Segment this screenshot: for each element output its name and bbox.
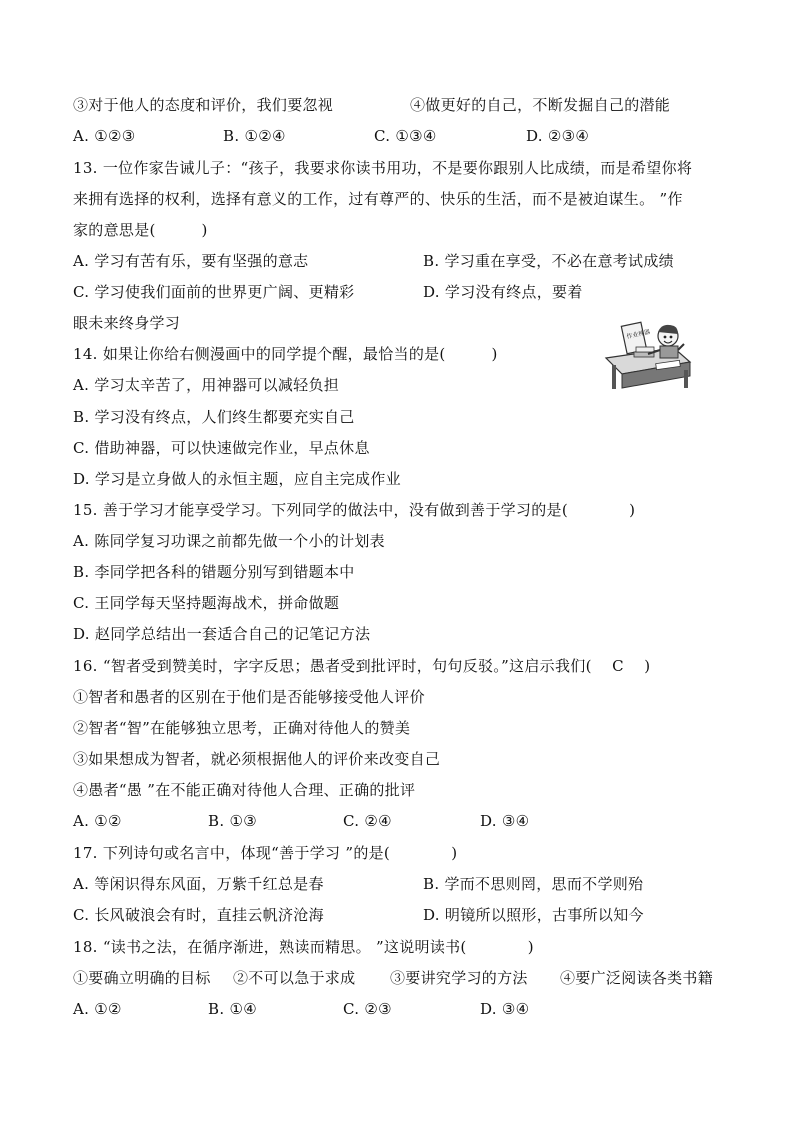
q15-stem: 15. 善于学习才能享受学习。下列同学的做法中，没有做到善于学习的是( ) (73, 501, 636, 519)
option-d: D. ③④ (480, 812, 530, 830)
option-d: D. ③④ (480, 1000, 530, 1018)
option-a: A. ①② (73, 1000, 122, 1018)
q17-options-ab (73, 871, 734, 897)
q15-option-a: A. 陈同学复习功课之前都先做一个小的计划表 (73, 532, 385, 550)
option-c: C. ②④ (343, 812, 392, 830)
q15-option-c: C. 王同学每天坚持题海战术，拼命做题 (73, 594, 340, 612)
option-b: B. ①②④ (223, 127, 286, 145)
q16-statement-3: ③如果想成为智者，就必须根据他人的评价来改变自己 (73, 750, 441, 768)
q13-options-cd (73, 279, 734, 305)
statement-1: ①要确立明确的目标 (73, 969, 211, 987)
option-a: A. 等闲识得东风面，万紫千红总是春 (73, 875, 324, 893)
q16-statement-2: ②智者“智”在能够独立思考，正确对待他人的赞美 (73, 719, 411, 737)
q14-option-c: C. 借助神器，可以快速做完作业，早点休息 (73, 439, 370, 457)
q12-statements-row (73, 92, 734, 118)
q12-options-row (73, 123, 734, 149)
q14-option-b: B. 学习没有终点，人们终生都要充实自己 (73, 408, 355, 426)
option-b: B. ①③ (208, 812, 257, 830)
option-d: D. 明镜所以照形，古事所以知今 (423, 906, 644, 924)
statement-4: ④要广泛阅读各类书籍 (560, 969, 714, 987)
statement-4: ④做更好的自己，不断发掘自己的潜能 (410, 96, 671, 114)
option-c: C. ②③ (343, 1000, 392, 1018)
option-a: A. ①② (73, 812, 122, 830)
q14-option-a: A. 学习太辛苦了，用神器可以减轻负担 (73, 376, 340, 394)
q18-stem: 18. “读书之法，在循序渐进，熟读而精思。 ”这说明读书( ) (73, 938, 534, 956)
q16-options-row (73, 808, 734, 834)
q17-options-cd (73, 902, 734, 928)
option-b: B. 学而不思则罔，思而不学则殆 (423, 875, 644, 893)
student-with-homework-gadget-cartoon-icon (604, 318, 692, 390)
statement-2: ②不可以急于求成 (233, 969, 356, 987)
q15-option-b: B. 李同学把各科的错题分别写到错题本中 (73, 563, 355, 581)
option-a: A. 学习有苦有乐，要有坚强的意志 (73, 252, 309, 270)
option-c: C. 长风破浪会有时，直挂云帆济沧海 (73, 906, 324, 924)
q13-options-ab (73, 248, 734, 274)
q16-statement-4: ④愚者“愚 ”在不能正确对待他人合理、正确的批评 (73, 781, 416, 799)
q14-stem: 14. 如果让你给右侧漫画中的同学提个醒，最恰当的是( ) (73, 345, 498, 363)
statement-3: ③要讲究学习的方法 (390, 969, 528, 987)
statement-3: ③对于他人的态度和评价，我们要忽视 (73, 96, 334, 114)
q15-option-d: D. 赵同学总结出一套适合自己的记笔记方法 (73, 625, 371, 643)
option-a: A. ①②③ (73, 127, 136, 145)
q13-stem-line-2: 来拥有选择的权利，选择有意义的工作，过有尊严的、快乐的生活，而不是被迫谋生。 ”作 (73, 190, 683, 208)
option-d: D. ②③④ (526, 127, 590, 145)
q18-statements-row (73, 965, 734, 991)
option-d: D. 学习没有终点，要着 (423, 283, 583, 301)
q16-statement-1: ①智者和愚者的区别在于他们是否能够接受他人评价 (73, 688, 425, 706)
option-b: B. ①④ (208, 1000, 257, 1018)
option-c: C. ①③④ (374, 127, 437, 145)
q18-options-row (73, 996, 734, 1022)
option-c: C. 学习使我们面前的世界更广阔、更精彩 (73, 283, 355, 301)
q13-option-d-cont: 眼未来终身学习 (73, 314, 181, 332)
q17-stem: 17. 下列诗句或名言中，体现“善于学习 ”的是( ) (73, 844, 458, 862)
q13-stem-line-3: 家的意思是( ) (73, 221, 208, 239)
q13-stem-line-1: 13. 一位作家告诫儿子：“孩子，我要求你读书用功，不是要你跟别人比成绩，而是希望你将 (73, 159, 693, 177)
q16-stem: 16. “智者受到赞美时，字字反思；愚者受到批评时，句句反驳。”这启示我们( C ) (73, 657, 651, 675)
q14-option-d: D. 学习是立身做人的永恒主题，应自主完成作业 (73, 470, 401, 488)
option-b: B. 学习重在享受，不必在意考试成绩 (423, 252, 674, 270)
gadget-sign-text: 作业神器 (625, 328, 651, 341)
